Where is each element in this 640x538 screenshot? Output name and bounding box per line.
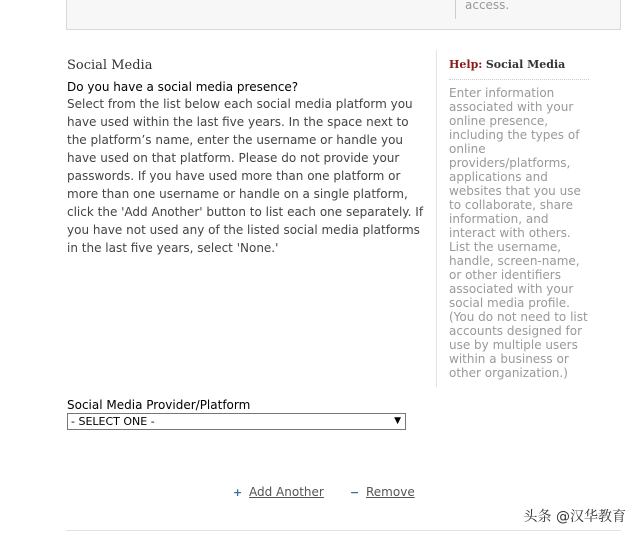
- help-panel: [436, 50, 596, 387]
- add-another-label: Add Another: [249, 485, 324, 499]
- platform-select[interactable]: [67, 413, 406, 430]
- help-title: Social Media: [485, 58, 566, 71]
- section-instructions: Select from the list below each social media platform you have used within the last five years. In the space next to the platform’s name, enter the username or handle you have used on that platform. Please do not provide your passwords. If you have used more than one platform or more than one username or handle on a single platform, click the 'Add Another' button to list each one separately. If you have not used any of the listed social media platforms in the last five years, select 'None.': [67, 97, 424, 255]
- add-another-button[interactable]: [233, 485, 324, 499]
- help-header: [449, 58, 589, 80]
- bottom-divider: [66, 530, 621, 531]
- previous-section-divider: [455, 0, 456, 19]
- previous-section-box: [66, 0, 621, 30]
- platform-select-value: - SELECT ONE -: [71, 415, 155, 428]
- help-body: Enter information associated with your online presence, including the types of online providers/platforms, applications and websites that you use to collaborate, share information, and interact with others. List the username, handle, screen-name, or other identifiers associated with your social media profile. (You do not need to list accounts designed for use by multiple users within a business or other organization.): [449, 86, 588, 380]
- social-media-question: Do you have a social media presence?: [67, 80, 299, 94]
- remove-label: Remove: [366, 485, 415, 499]
- help-label: Help:: [449, 58, 483, 71]
- remove-button[interactable]: [350, 485, 415, 499]
- platform-field-label: Social Media Provider/Platform: [67, 398, 251, 412]
- section-title: Social Media: [67, 58, 153, 73]
- watermark: 头条 @汉华教育: [523, 509, 626, 525]
- plus-icon: +: [233, 486, 243, 499]
- minus-icon: −: [350, 486, 360, 499]
- dropdown-arrow-icon: ▼: [394, 416, 401, 426]
- previous-section-text: access.: [465, 0, 510, 12]
